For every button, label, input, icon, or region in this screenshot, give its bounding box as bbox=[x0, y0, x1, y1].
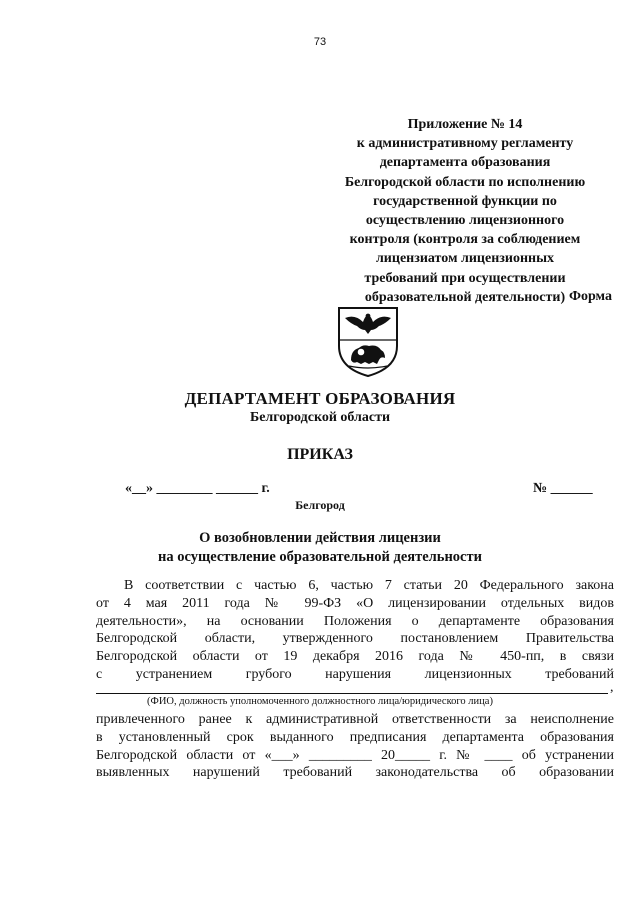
appendix-line: образовательной деятельности) bbox=[364, 289, 566, 305]
body-line: в установленный срок выданного предписания департамента образования bbox=[96, 729, 614, 745]
body-paragraph-1 bbox=[96, 577, 614, 684]
appendix-line: контроля (контроля за соблюдением bbox=[349, 232, 581, 248]
appendix-line: осуществлению лицензионного bbox=[365, 213, 565, 229]
department-name: ДЕПАРТАМЕНТ ОБРАЗОВАНИЯ bbox=[184, 389, 456, 408]
blank-line bbox=[96, 693, 608, 694]
body-line: В соответствии с частью 6, частью 7 статьи 20 Федерального закона bbox=[124, 578, 614, 593]
appendix-line: к административному регламенту bbox=[356, 136, 574, 152]
appendix-line: департамента образования bbox=[379, 155, 551, 171]
appendix-line: Белгородской области по исполнению bbox=[344, 174, 586, 190]
body-line: привлеченного ранее к административной ответственности за неисполнение bbox=[96, 712, 614, 727]
date-field: «__» ________ ______ г. bbox=[125, 481, 270, 496]
body-line: Белгородской области, утвержденного постановлением Правительства bbox=[96, 631, 614, 647]
number-field: № ______ bbox=[533, 481, 593, 496]
body-paragraph-2 bbox=[96, 711, 614, 782]
appendix-line: государственной функции по bbox=[373, 193, 557, 209]
page-number: 73 bbox=[313, 36, 327, 48]
blank-caption: (ФИО, должность уполномоченного должностного лица/юридического лица) bbox=[147, 696, 493, 707]
title-line: О возобновлении действия лицензии bbox=[199, 530, 441, 546]
coat-of-arms-emblem bbox=[335, 306, 401, 378]
body-line: деятельности», на основании Положения о департаменте образования bbox=[96, 613, 614, 629]
body-line: с устранением грубого нарушения лицензионных требований bbox=[96, 666, 614, 682]
appendix-line: требований при осуществлении bbox=[364, 270, 566, 286]
blank-comma: , bbox=[610, 680, 614, 695]
form-label: Форма bbox=[568, 289, 612, 304]
region-name: Белгородской области bbox=[249, 410, 391, 425]
body-line: от 4 мая 2011 года № 99-ФЗ «О лицензировании отдельных видов bbox=[96, 595, 614, 611]
document-title bbox=[0, 529, 640, 567]
appendix-block bbox=[330, 115, 600, 307]
body-line: Белгородской области от «___» _________ 20_____ г. № ____ об устранении bbox=[96, 747, 614, 763]
title-line: на осуществление образовательной деятельности bbox=[158, 549, 482, 565]
document-type: ПРИКАЗ bbox=[287, 446, 353, 463]
city-name: Белгород bbox=[295, 498, 345, 512]
body-line: выявленных нарушений требований законодательства об образовании bbox=[96, 765, 614, 781]
body-line: Белгородской области от 19 декабря 2016 года № 450-пп, в связи bbox=[96, 649, 614, 665]
appendix-line: лицензиатом лицензионных bbox=[375, 251, 555, 267]
appendix-line: Приложение № 14 bbox=[407, 117, 523, 132]
